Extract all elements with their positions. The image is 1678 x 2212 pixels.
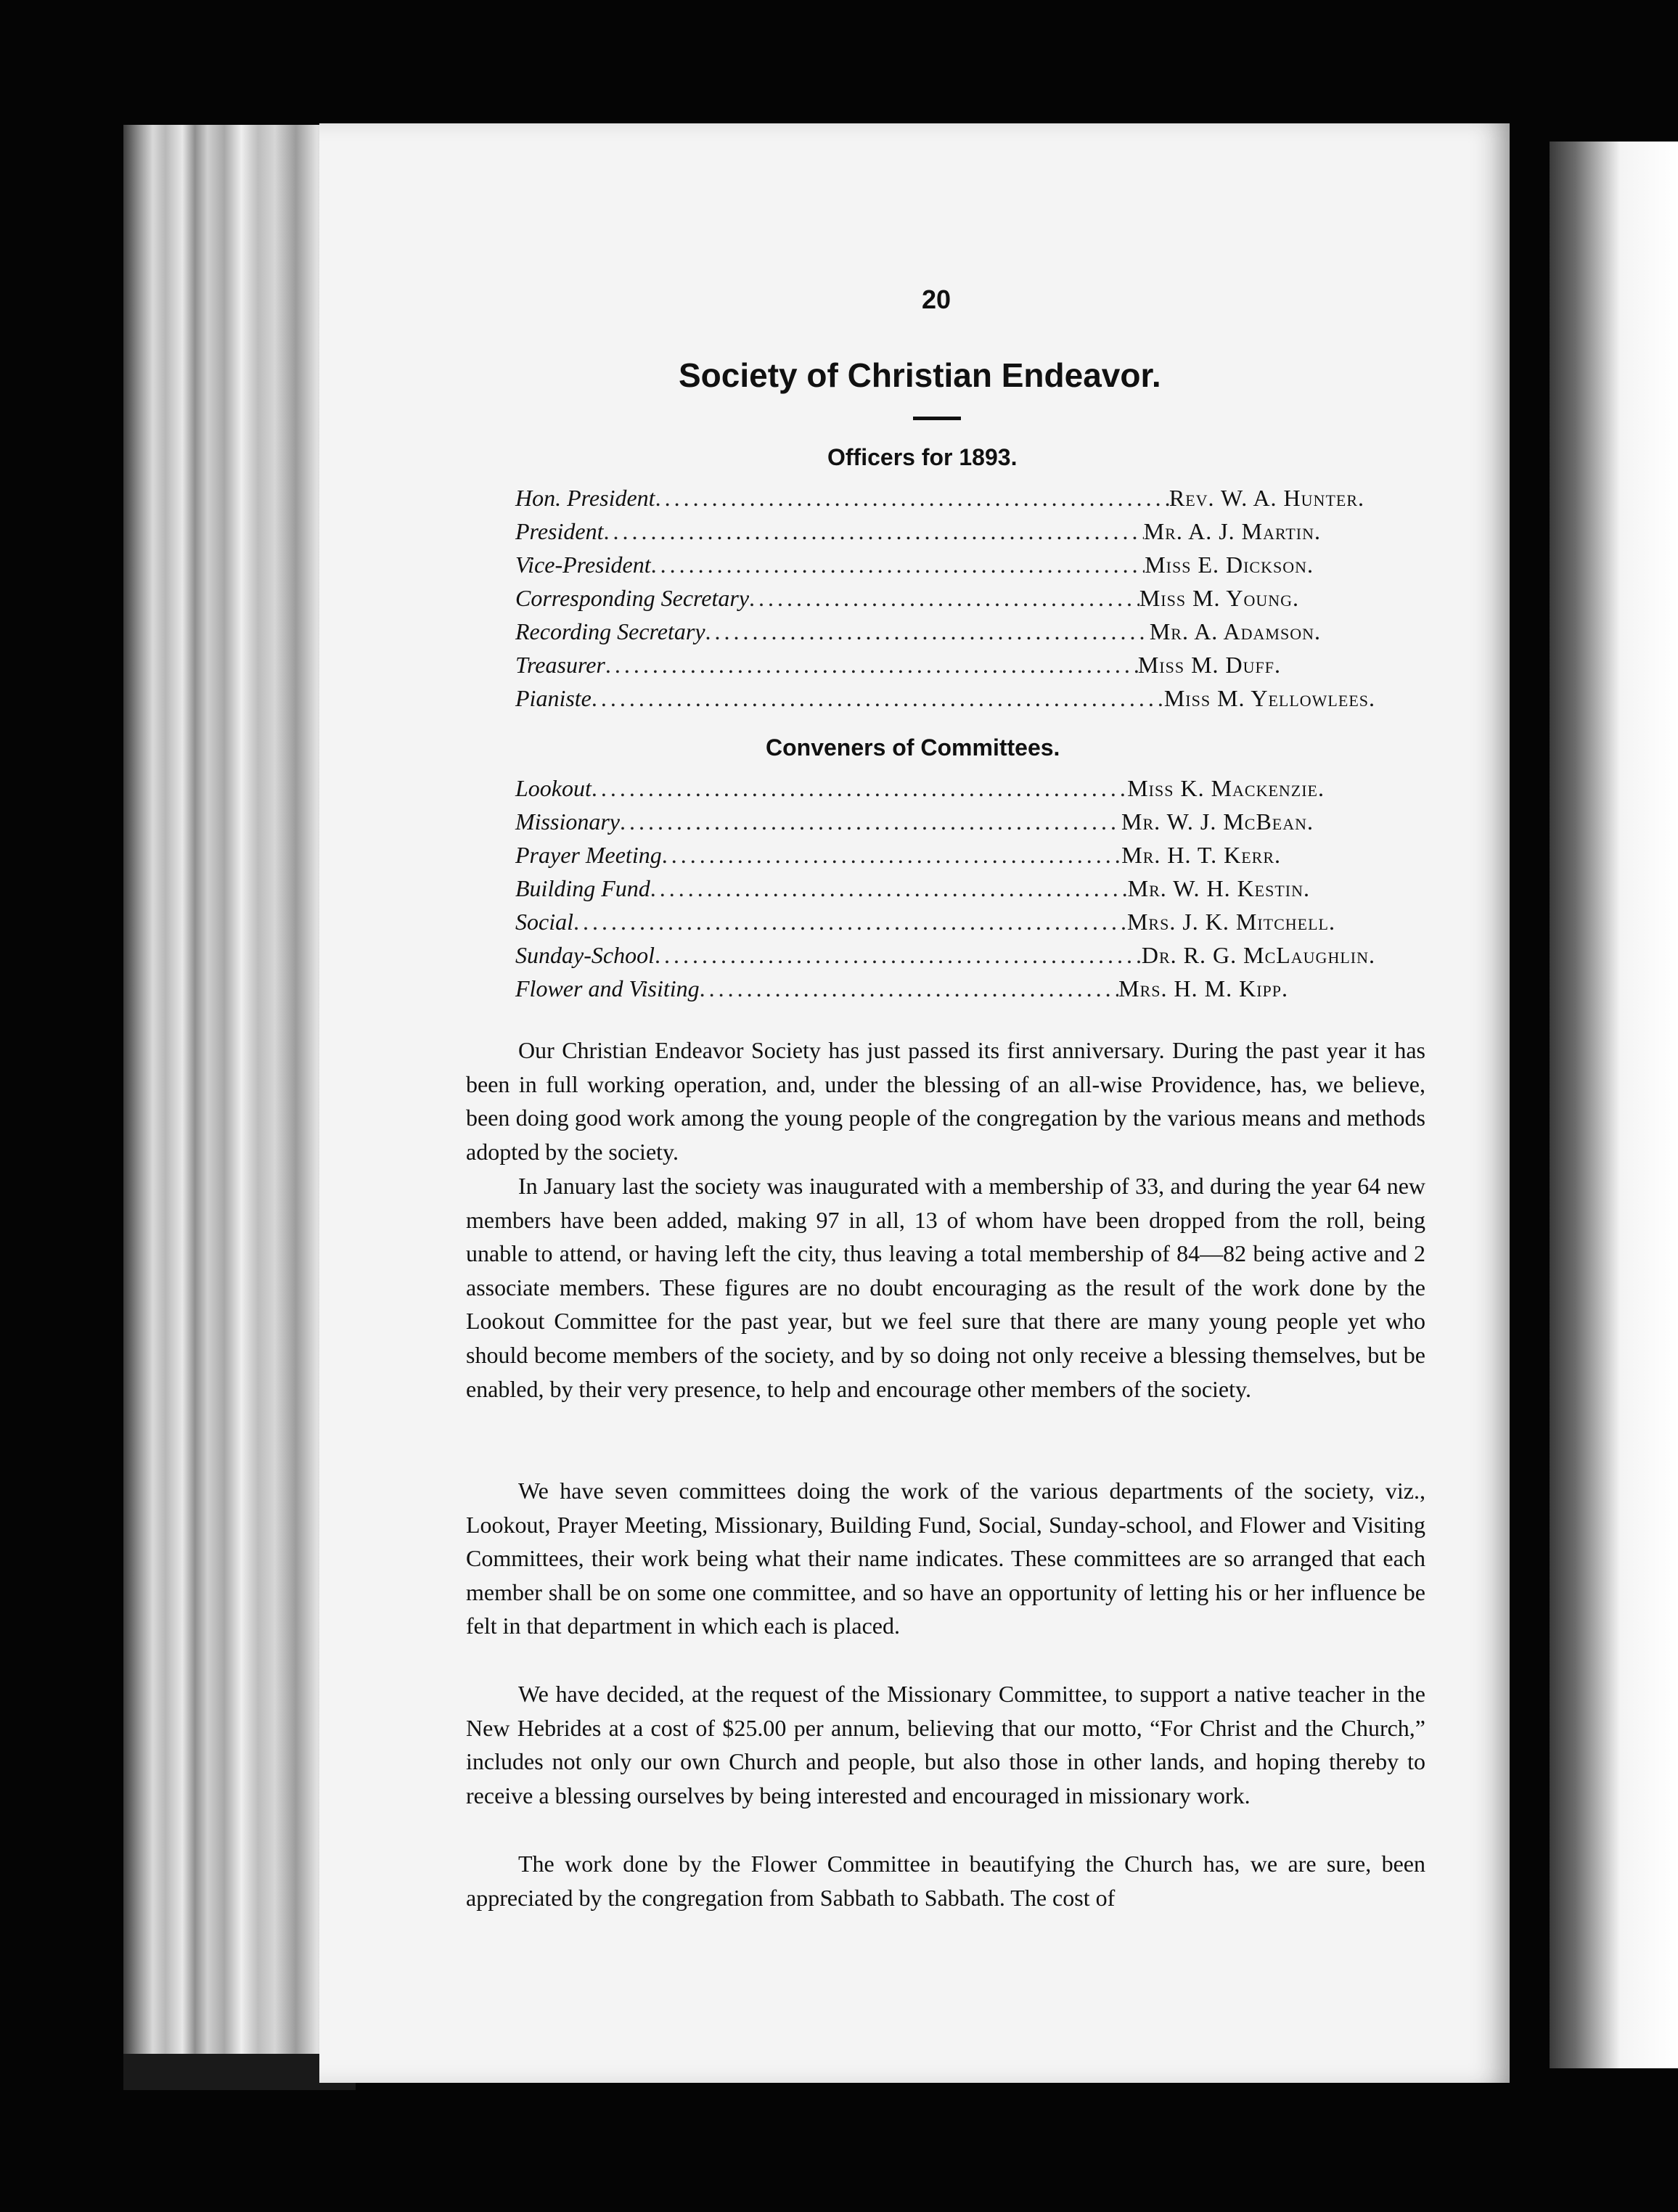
officer-entry: [515, 485, 1364, 518]
facing-page-edge: [1550, 142, 1678, 2068]
dot-leader: [655, 485, 1169, 512]
officer-name: Mr. A. J. Martin.: [1143, 518, 1321, 544]
convener-role: Social: [515, 909, 573, 935]
convener-role: Prayer Meeting: [515, 842, 662, 868]
officer-entry: [515, 552, 1314, 585]
officer-role: Pianiste: [515, 685, 592, 711]
convener-entry: [515, 909, 1335, 942]
officer-entry: [515, 618, 1321, 652]
page-title: Society of Christian Endeavor.: [679, 356, 1161, 394]
dot-leader: [662, 842, 1122, 869]
body-paragraph: The work done by the Flower Committee in beautifying the Church has, we are sure, been appreciated by the congregation from Sabbath to Sabbath. The cost of: [466, 1851, 1425, 1911]
dot-leader: [655, 942, 1142, 969]
convener-name: Mrs. J. K. Mitchell.: [1126, 909, 1335, 935]
dot-leader: [573, 909, 1127, 935]
convener-name: Miss K. Mackenzie.: [1127, 775, 1325, 801]
convener-entry: [515, 808, 1314, 842]
title-rule: [913, 417, 961, 420]
convener-entry: [515, 875, 1310, 909]
convener-role: Building Fund: [515, 875, 650, 901]
officer-name: Miss E. Dickson.: [1145, 552, 1314, 578]
dot-leader: [749, 585, 1139, 612]
dot-leader: [651, 552, 1145, 578]
officer-role: Hon. President: [515, 485, 655, 511]
convener-role: Missionary: [515, 808, 620, 835]
convener-name: Dr. R. G. McLaughlin.: [1141, 942, 1375, 968]
officer-entry: [515, 652, 1281, 685]
convener-name: Mrs. H. M. Kipp.: [1118, 975, 1288, 1001]
dot-leader: [705, 618, 1150, 645]
convener-name: Mr. W. J. McBean.: [1121, 808, 1314, 835]
page-number: 20: [922, 284, 951, 314]
officer-entry: [515, 585, 1299, 618]
officer-entry: [515, 685, 1375, 718]
officer-role: Recording Secretary: [515, 618, 705, 644]
convener-entry: [515, 842, 1281, 875]
convener-entry: [515, 975, 1288, 1009]
convener-entry: [515, 775, 1325, 808]
convener-role: Lookout: [515, 775, 592, 801]
convener-name: Mr. H. T. Kerr.: [1121, 842, 1281, 868]
officers-heading: Officers for 1893.: [827, 444, 1018, 470]
officer-name: Miss M. Young.: [1139, 585, 1299, 611]
convener-role: Sunday-School: [515, 942, 655, 968]
officer-entry: [515, 518, 1321, 552]
officer-name: Miss M. Yellowlees.: [1163, 685, 1375, 711]
officer-role: Corresponding Secretary: [515, 585, 750, 611]
dot-leader: [605, 652, 1138, 679]
body-paragraph: We have seven committees doing the work of the various departments of the society, viz., Lookout, Prayer Meeting, Missionary, Building Fund, Social, Sunday-school, and Flower and Visiting Committees, their work being what their name indicates. These committees are so arranged that each member shall be on some one committee, and so have an opportunity of letting his or her influence be felt in that department in which each is placed.: [466, 1478, 1425, 1639]
officer-role: President: [515, 518, 604, 544]
body-paragraph: Our Christian Endeavor Society has just passed its first anniversary. During the past year it has been in full working operation, and, under the blessing of an all-wise Providence, has, we believe, been doing good work among the young people of the congregation by the various means and methods adopted by the society.: [466, 1037, 1425, 1165]
dot-leader: [620, 808, 1121, 835]
dot-leader: [603, 518, 1143, 545]
body-paragraph: We have decided, at the request of the Missionary Committee, to support a native teacher in the New Hebrides at a cost of $25.00 per annum, believing that our motto, “For Christ and the Church,” includes not only our own Church and people, but also those in other lands, and hoping thereby to receive a blessing ourselves by being interested and encouraged in missionary work.: [466, 1681, 1425, 1808]
dot-leader: [592, 775, 1127, 802]
body-paragraph: In January last the society was inaugurated with a membership of 33, and during the year 64 new members have been added, making 97 in all, 13 of whom have been dropped from the roll, being unable to attend, or having left the city, thus leaving a total membership of 84—82 being active and 2 associate members. These figures are no doubt encouraging as the result of the work done by the Lookout Committee for the past year, but we feel sure that there are many young people yet who should become members of the society, and by so doing not only receive a blessing themselves, but be enabled, by their very presence, to help and encourage other members of the society.: [466, 1173, 1425, 1402]
convener-name: Mr. W. H. Kestin.: [1127, 875, 1310, 901]
officer-role: Vice-President: [515, 552, 651, 578]
officer-name: Mr. A. Adamson.: [1149, 618, 1321, 644]
conveners-heading: Conveners of Committees.: [766, 734, 1060, 761]
dot-leader: [700, 975, 1119, 1002]
book-page-edges: [123, 125, 334, 2077]
dot-leader: [592, 685, 1164, 712]
convener-role: Flower and Visiting: [515, 975, 700, 1001]
dot-leader: [650, 875, 1128, 902]
officer-name: Miss M. Duff.: [1137, 652, 1281, 678]
officer-role: Treasurer: [515, 652, 605, 678]
convener-entry: [515, 942, 1375, 975]
officer-name: Rev. W. A. Hunter.: [1169, 485, 1364, 511]
